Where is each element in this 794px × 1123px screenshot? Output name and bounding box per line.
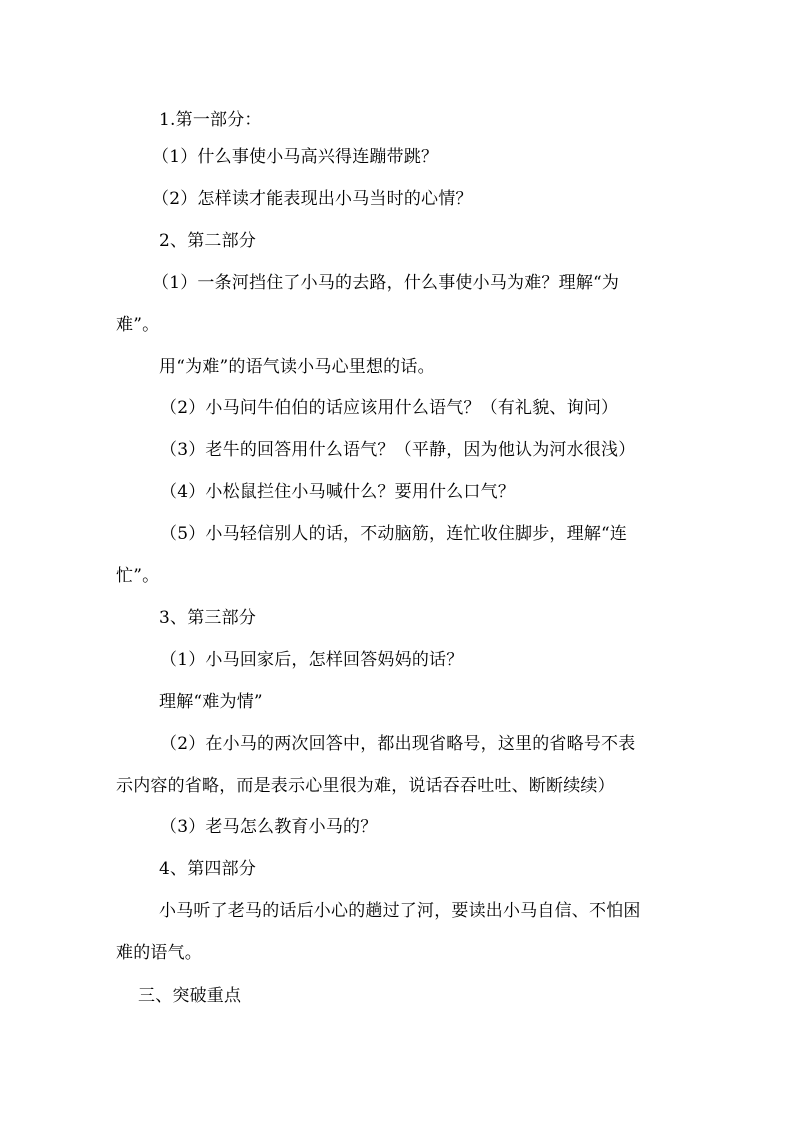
question-2-5-continued: 忙”。 (116, 566, 160, 586)
section-4-text: 小马听了老马的话后小心的趟过了河，要读出小马自信、不怕困 (159, 901, 641, 921)
section-4-text-continued: 难的语气。 (116, 943, 202, 963)
question-2-2: （2）小马问牛伯伯的话应该用什么语气？（有礼貌、询问） (160, 398, 619, 418)
question-3-3: （3）老马怎么教育小马的？ (160, 817, 378, 837)
question-2-4: （4）小松鼠拦住小马喊什么？要用什么口气？ (160, 482, 516, 502)
section-2-heading: 2、第二部分 (159, 231, 257, 251)
question-2-5: （5）小马轻信别人的话，不动脑筋，连忙收住脚步，理解“连 (160, 524, 628, 544)
question-3-1: （1）小马回家后，怎样回答妈妈的话？ (160, 650, 464, 670)
section-1-heading: 1.第一部分： (159, 110, 262, 130)
question-2-1-continued: 难”。 (116, 315, 160, 335)
question-2-3: （3）老牛的回答用什么语气？（平静，因为他认为河水很浅） (160, 440, 636, 460)
question-3-2-continued: 示内容的省略，而是表示心里很为难，说话吞吞吐吐、断断续续） (116, 776, 615, 796)
understanding-note: 理解“难为情” (159, 692, 263, 712)
key-point-heading: 三、突破重点 (138, 986, 242, 1006)
question-1-1: （1）什么事使小马高兴得连蹦带跳？ (152, 147, 439, 167)
reading-instruction: 用“为难”的语气读小马心里想的话。 (159, 357, 435, 377)
question-2-1: （1）一条河挡住了小马的去路，什么事使小马为难？理解“为 (152, 273, 620, 293)
question-1-2: （2）怎样读才能表现出小马当时的心情？ (152, 189, 473, 209)
section-4-heading: 4、第四部分 (159, 859, 257, 879)
question-3-2: （2）在小马的两次回答中，都出现省略号，这里的省略号不表 (160, 734, 636, 754)
section-3-heading: 3、第三部分 (159, 608, 257, 628)
